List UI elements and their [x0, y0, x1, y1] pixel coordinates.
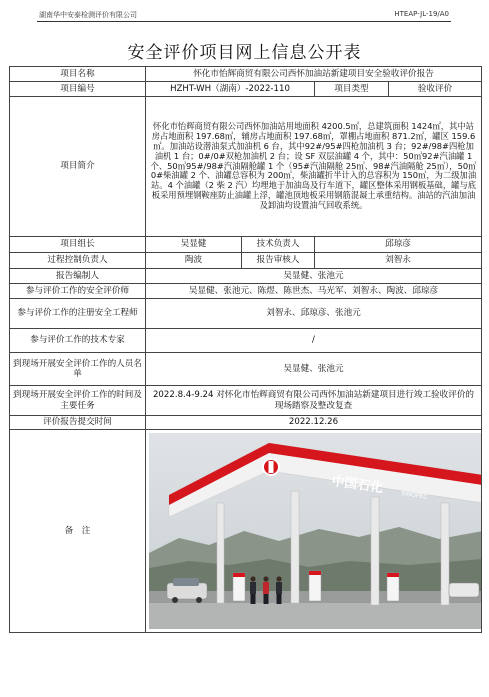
- page-header: [37, 8, 451, 22]
- forecourt: [149, 603, 482, 629]
- review-label: 报告审核人: [242, 253, 315, 269]
- canopy-pillar: [291, 491, 299, 603]
- experts: /: [146, 329, 482, 353]
- project-type-label: 项目类型: [315, 82, 389, 97]
- project-intro: 怀化市怡辉商贸有限公司西怀加油站用地面积 4200.5㎡，总建筑面积 1424㎡，其中站房占地面积 197.68㎡，辅房占地面积 197.68㎡，罩棚占地面积 871.2㎡，罐区 159.6㎡。加油站设潜油泵式加油机 6 台，其中92#/95#四枪加油机 3 台；92#/98#四枪加油机 1 台；0#/0#双枪加油机 2 台；设 SF 双层油罐 4 个，其中：50㎥92#汽油罐 1 个、50㎥95#/98#汽油隔舱罐 1 个（95#汽油隔舱 25㎥、98#汽油隔舱 25㎥），50㎥0#柴油罐 2 个、油罐总容积为 200㎥，柴油罐折半计入的总容积为 150㎥，为二级加油站。4 个油罐（2 柴 2 汽）均埋地于加油岛及行车道下，罐区整体采用钢板基础，罐与底板采用预埋钢鞍座防止油罐上浮，罐池顶地板采用钢筋混凝土承重结构。油站的汽油加油及卸油均设置油气回收系统。: [146, 97, 482, 237]
- site-people-label: 到现场开展安全评价工作的人员名单: [10, 353, 146, 386]
- participants-label: 参与评价工作的安全评价师: [10, 284, 146, 299]
- canopy-pillar: [441, 503, 449, 605]
- participants: 吴显健、张池元、陈煜、陈世杰、马光军、刘智永、陶波、邱琼彦: [146, 284, 482, 299]
- engineers-label: 参与评价工作的注册安全工程师: [10, 299, 146, 329]
- process-lead: 陶波: [146, 253, 242, 269]
- gas-station-photo: [149, 433, 482, 629]
- car: [449, 583, 479, 597]
- process-label: 过程控制负责人: [10, 253, 146, 269]
- canopy-text: 中国石化: [330, 474, 385, 497]
- canopy-pillar: [371, 497, 379, 605]
- author: 吴显健、张池元: [146, 269, 482, 284]
- project-type: 验收评价: [389, 82, 482, 97]
- project-no: HZHT-WH（湖南）-2022-110: [146, 82, 315, 97]
- site-time-label: 到现场开展安全评价工作的时间及主要任务: [10, 386, 146, 416]
- remark-photo-cell: [146, 430, 482, 633]
- project-no-label: 项目编号: [10, 82, 146, 97]
- tech-lead: 邱琼彦: [315, 237, 482, 253]
- header-company: 湖南华中安泰检测评价有限公司: [39, 11, 137, 19]
- page-title: 安全评价项目网上信息公开表: [127, 43, 362, 63]
- intro-label: 项目简介: [10, 97, 146, 237]
- tech-label: 技术负责人: [242, 237, 315, 253]
- canopy-text-en: SINOPEC: [400, 490, 428, 501]
- fuel-dispenser: [387, 573, 399, 601]
- submit-label: 评价报告提交时间: [10, 416, 146, 430]
- engineers: 刘智永、邱琼彦、张池元: [146, 299, 482, 329]
- leader: 吴显健: [146, 237, 242, 253]
- author-label: 报告编制人: [10, 269, 146, 284]
- header-doc-code: HTEAP-JL-19/A0: [394, 10, 449, 18]
- site-time: 2022.8.4-9.24 对怀化市怡辉商贸有限公司西怀加油站新建项目进行竣工验收评价的现场踏察及整改复查: [146, 386, 482, 416]
- fuel-dispenser: [233, 573, 245, 601]
- canopy-pillar: [217, 503, 224, 603]
- info-table: [9, 66, 482, 633]
- project-name-label: 项目名称: [10, 67, 146, 82]
- sinopec-logo-icon: [262, 458, 280, 476]
- site-people: 吴显健、张池元: [146, 353, 482, 386]
- submit-date: 2022.12.26: [146, 416, 482, 430]
- remark-label: 备 注: [10, 430, 146, 633]
- reviewer: 刘智永: [315, 253, 482, 269]
- project-name: 怀化市怡辉商贸有限公司西怀加油站新建项目安全验收评价报告: [146, 67, 482, 82]
- leader-label: 项目组长: [10, 237, 146, 253]
- experts-label: 参与评价工作的技术专家: [10, 329, 146, 353]
- fuel-dispenser: [309, 571, 321, 601]
